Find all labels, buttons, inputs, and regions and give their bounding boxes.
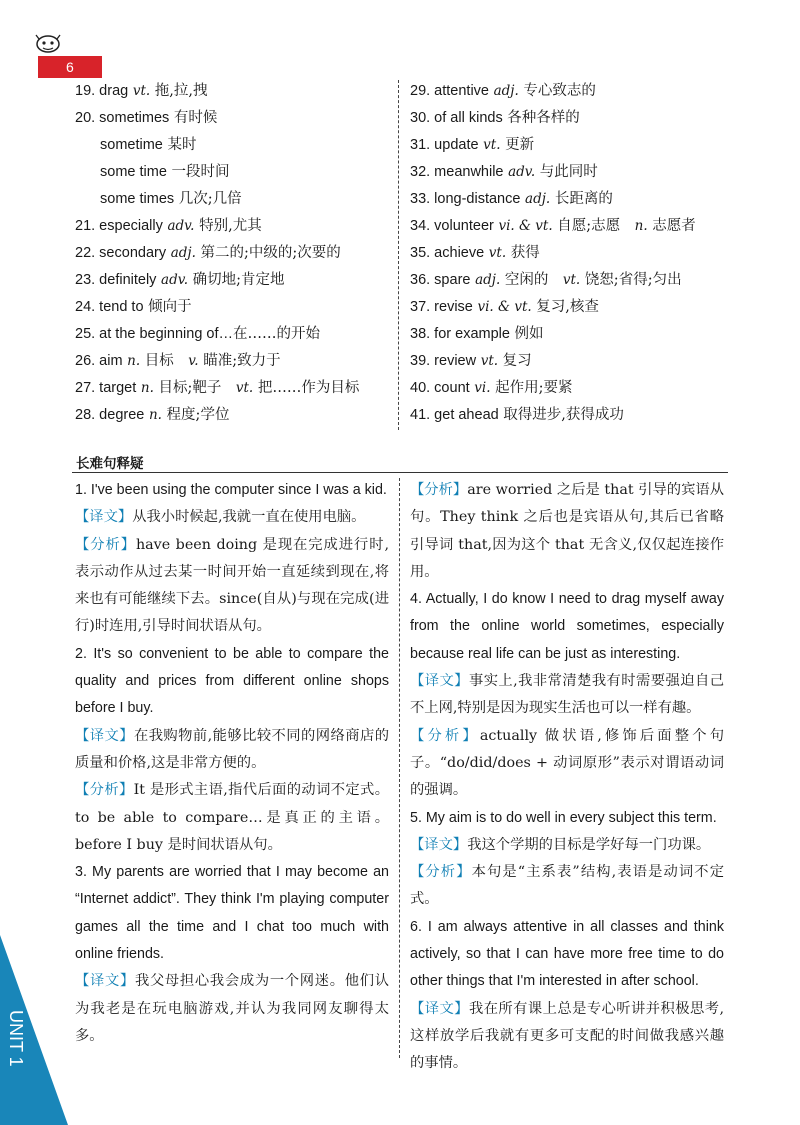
vocab-term: 35. achieve: [410, 245, 485, 261]
column-left: [75, 477, 389, 1050]
vocab-term: some times: [100, 191, 175, 207]
analysis-tag: 【分析】: [410, 864, 472, 881]
vocab-item: [410, 213, 730, 240]
sentence-3-analysis: [410, 477, 724, 586]
translation-tag: 【译文】: [410, 1000, 469, 1017]
sentence-2-english: 2. It's so convenient to be able to compare the quality and prices from different online shops before I buy.: [75, 645, 389, 717]
vocab-meaning: 专心致志的: [518, 83, 596, 99]
sentence-6-english: 6. I am always attentive in all classes and think actively, so that I can have more free time to do other things that I'm interested in after school.: [410, 918, 724, 990]
vocab-term: 31. update: [410, 137, 479, 153]
translation-text: 我在所有课上总是专心听讲并积极思考,这样放学后我就有更多可支配的时间做我感兴趣的事情。: [410, 1000, 725, 1072]
sentence-5-english: 5. My aim is to do well in every subject this term.: [410, 809, 717, 826]
sentence-4-analysis: [410, 723, 724, 805]
translation-tag: 【译文】: [75, 509, 133, 526]
vocab-item: [75, 186, 395, 213]
vocab-item: [410, 186, 730, 213]
vocab-meaning: 例如: [509, 326, 544, 342]
vocab-divider: [398, 80, 399, 430]
vocab-meaning: 瞄准;致力于: [198, 353, 281, 369]
vocab-meaning: 取得进步,获得成功: [498, 407, 624, 423]
sentence-5-translation: [410, 832, 724, 859]
vocab-meaning: 在……的开始: [233, 326, 321, 342]
translation-tag: 【译文】: [410, 836, 468, 853]
translation-tag: 【译文】: [75, 727, 134, 744]
sentence-3-translation: [75, 968, 389, 1050]
vocab-list-right: [410, 78, 730, 429]
vocab-meaning: 把……作为目标: [253, 380, 360, 396]
analysis-text: have been doing 是现在完成进行时,表示动作从过去某一时间开始一直延续到现在,将来也有可能继续下去。since(自从)与现在完成(进行)时连用,引导时间状语从句。: [75, 536, 390, 635]
section-title: 长难句释疑: [76, 456, 144, 472]
vocab-meaning: 确切地;肯定地: [188, 272, 285, 288]
vocab-pos: vt.: [235, 380, 254, 396]
vocab-meaning: 第二的;中级的;次要的: [195, 245, 341, 261]
vocab-term: 22. secondary: [75, 245, 167, 261]
analysis-tag: 【分析】: [410, 727, 480, 744]
vocab-pos: adj.: [475, 272, 501, 288]
vocab-pos: vi. & vt.: [477, 299, 532, 315]
vocab-pos: vi.: [474, 380, 491, 396]
vocab-meaning: 有时候: [169, 110, 218, 126]
vocab-item: [410, 375, 730, 402]
vocab-item: [75, 159, 395, 186]
vocab-item: [75, 402, 395, 429]
vocab-item: [75, 267, 395, 294]
vocab-term: 37. revise: [410, 299, 473, 315]
vocab-term: 20. sometimes: [75, 110, 170, 126]
sentence-2-translation: [75, 723, 389, 778]
vocab-item: [410, 159, 730, 186]
vocab-item: [410, 78, 730, 105]
sentence-1-analysis: [75, 532, 389, 641]
vocab-meaning: 拖,拉,拽: [150, 83, 208, 99]
sentence-4-english: 4. Actually, I do know I need to drag myself away from the online world sometimes, especially because real life can be just as interesting.: [410, 591, 724, 662]
vocab-term: 23. definitely: [75, 272, 157, 288]
unit-label: UNIT 1: [6, 1010, 26, 1067]
vocab-item: [410, 105, 730, 132]
vocab-meaning: 目标: [140, 353, 189, 369]
vocab-meaning: 志愿者: [647, 218, 696, 234]
column-divider: [399, 478, 400, 1058]
vocab-term: 39. review: [410, 353, 477, 369]
vocab-term: 36. spare: [410, 272, 471, 288]
translation-text: 我这个学期的目标是学好每一门功课。: [467, 836, 711, 853]
translation-tag: 【译文】: [75, 973, 135, 990]
vocab-item: [410, 294, 730, 321]
vocab-pos: vt.: [562, 272, 581, 288]
vocab-item: [410, 321, 730, 348]
vocab-pos: vt.: [132, 83, 151, 99]
vocab-pos: vt.: [480, 353, 499, 369]
sentence-1-translation: [75, 504, 389, 531]
vocab-pos: adv.: [167, 218, 195, 234]
vocab-term: 26. aim: [75, 353, 123, 369]
vocab-item: [410, 240, 730, 267]
vocab-list-left: [75, 78, 395, 429]
sentence-1-english: 1. I've been using the computer since I was a kid.: [75, 482, 387, 498]
vocab-item: [410, 348, 730, 375]
vocab-meaning: 自愿;志愿: [552, 218, 635, 234]
vocab-term: 19. drag: [75, 83, 129, 99]
vocab-pos: adv.: [508, 164, 536, 180]
vocab-pos: adv.: [161, 272, 189, 288]
vocab-meaning: 复习: [498, 353, 532, 369]
vocab-meaning: 特别,尤其: [194, 218, 262, 234]
column-right: [410, 477, 724, 1078]
header-accent-block: [38, 56, 60, 78]
vocab-item: [75, 105, 395, 132]
translation-text: 事实上,我非常清楚我有时需要强迫自己不上网,特别是因为现实生活也可以一样有趣。: [410, 673, 725, 717]
analysis-tag: 【分析】: [75, 782, 134, 799]
vocab-term: 32. meanwhile: [410, 164, 504, 180]
sentence-4-translation: [410, 668, 724, 723]
vocab-term: 33. long-distance: [410, 191, 521, 207]
vocab-meaning: 目标;靶子: [153, 380, 236, 396]
vocab-meaning: 程度;学位: [161, 407, 230, 423]
section-rule: [72, 472, 728, 473]
sentence-2-analysis: [75, 777, 389, 859]
analysis-text: are worried 之后是 that 引导的宾语从句。They think 之后也是宾语从句,其后已省略引导词 that,因为这个 that 无含义,仅仅起连接作用。: [410, 482, 725, 580]
vocab-term: 25. at the beginning of…: [75, 326, 234, 342]
translation-text: 我父母担心我会成为一个网迷。他们认为我老是在玩电脑游戏,并认为我同网友聊得太多。: [75, 973, 390, 1044]
vocab-pos: vt.: [488, 245, 507, 261]
vocab-pos: n.: [127, 353, 141, 369]
vocab-pos: n.: [634, 218, 648, 234]
vocab-term: 24. tend to: [75, 299, 144, 315]
vocab-item: [75, 294, 395, 321]
vocab-item: [75, 240, 395, 267]
vocab-pos: adj.: [170, 245, 196, 261]
vocab-term: 28. degree: [75, 407, 145, 423]
vocab-item: [410, 132, 730, 159]
analysis-text: actually 做状语,修饰后面整个句子。“do/did/does + 动词原形”表示对谓语动词的强调。: [410, 727, 724, 799]
vocab-meaning: 饶恕;省得;匀出: [580, 272, 682, 288]
vocab-meaning: 长距离的: [550, 191, 613, 207]
vocab-item: [75, 375, 395, 402]
analysis-text: It 是形式主语,指代后面的动词不定式。to be able to compare…是真正的主语。before I buy 是时间状语从句。: [75, 782, 390, 853]
vocab-item: [410, 267, 730, 294]
vocab-pos: vt.: [483, 137, 501, 153]
vocab-item: [410, 402, 730, 429]
vocab-term: 21. especially: [75, 218, 163, 234]
vocab-term: 40. count: [410, 380, 470, 396]
vocab-term: 29. attentive: [410, 83, 489, 99]
vocab-item: [75, 213, 395, 240]
vocab-meaning: 倾向于: [143, 299, 192, 315]
vocab-item: [75, 321, 395, 348]
vocab-meaning: 复习,核查: [531, 299, 599, 315]
vocab-meaning: 更新: [500, 137, 535, 153]
page-number: 6: [60, 56, 102, 78]
sentence-6-translation: [410, 996, 724, 1078]
analysis-tag: 【分析】: [410, 482, 468, 498]
vocab-item: [75, 348, 395, 375]
sentence-5-analysis: [410, 859, 724, 914]
analysis-text: 本句是“主系表”结构,表语是动词不定式。: [410, 864, 724, 908]
vocab-term: sometime: [100, 137, 163, 153]
vocab-pos: adj.: [525, 191, 551, 207]
vocab-meaning: 获得: [506, 245, 540, 261]
vocab-meaning: 与此同时: [535, 164, 598, 180]
vocab-meaning: 一段时间: [166, 164, 230, 180]
translation-text: 在我购物前,能够比较不同的网络商店的质量和价格,这是非常方便的。: [75, 727, 390, 771]
vocab-item: [75, 78, 395, 105]
vocab-term: 34. volunteer: [410, 218, 494, 234]
vocab-meaning: 起作用;要紧: [490, 380, 573, 396]
sentence-3-english: 3. My parents are worried that I may become an “Internet addict”. They think I'm playing computer games all the time and I chat too much with online friends.: [75, 864, 389, 963]
vocab-item: [75, 132, 395, 159]
vocab-meaning: 某时: [162, 137, 197, 153]
translation-tag: 【译文】: [410, 673, 469, 690]
vocab-pos: v.: [188, 353, 199, 369]
vocab-pos: adj.: [493, 83, 519, 99]
vocab-meaning: 几次;几倍: [174, 191, 242, 207]
vocab-pos: n.: [140, 380, 154, 396]
vocab-term: 38. for example: [410, 326, 510, 342]
vocab-term: 27. target: [75, 380, 137, 396]
vocab-term: some time: [100, 164, 167, 180]
translation-text: 从我小时候起,我就一直在使用电脑。: [132, 509, 366, 526]
vocab-pos: n.: [148, 407, 162, 423]
vocab-term: 30. of all kinds: [410, 110, 503, 126]
vocab-term: 41. get ahead: [410, 407, 499, 423]
analysis-tag: 【分析】: [75, 536, 136, 553]
vocab-pos: vi. & vt.: [498, 218, 553, 234]
vocab-meaning: 空闲的: [500, 272, 563, 288]
vocab-meaning: 各种各样的: [502, 110, 580, 126]
